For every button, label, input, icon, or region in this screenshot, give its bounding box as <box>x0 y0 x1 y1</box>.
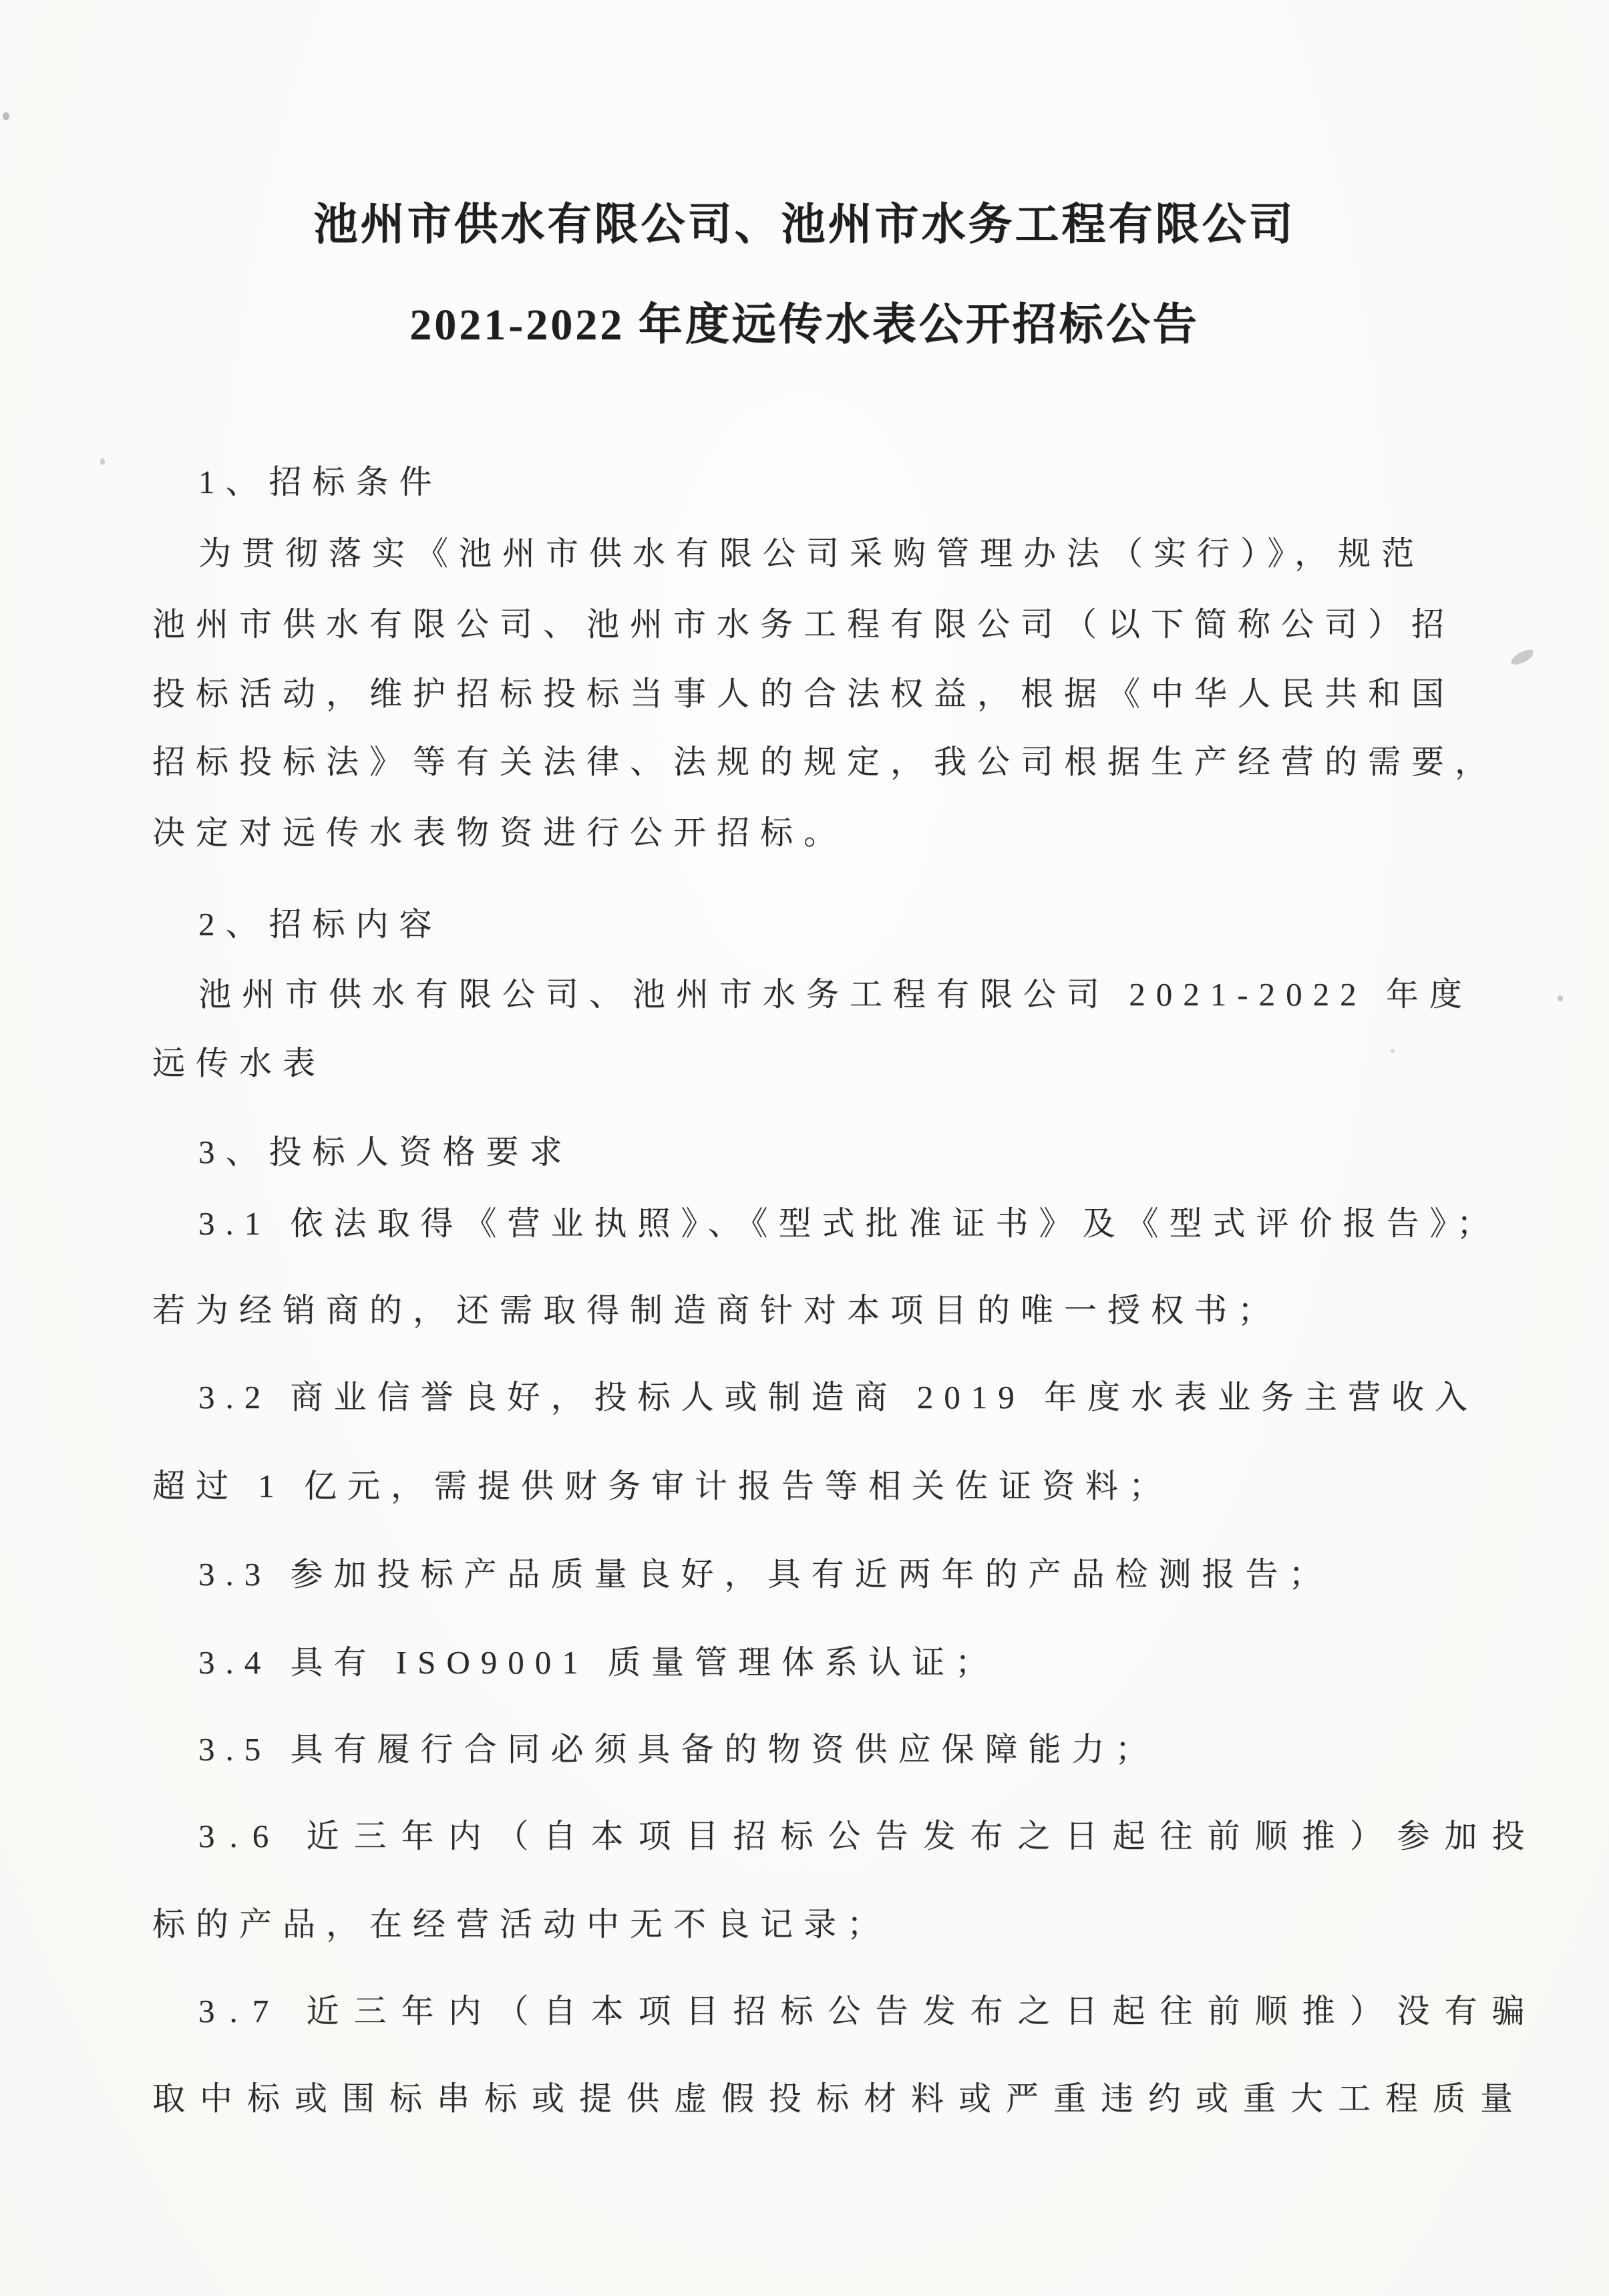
text-line: 超过 1 亿元，需提供财务审计报告等相关佐证资料； <box>152 1468 1173 1504</box>
scan-speck <box>1558 995 1563 1001</box>
clause-3-2: 3.2 商业信誉良好，投标人或制造商 2019 年度水表业务主营收入 <box>198 1379 1479 1416</box>
document-title-line2: 2021-2022 年度远传水表公开招标公告 <box>409 301 1200 349</box>
clause-3-4: 3.4 具有 ISO9001 质量管理体系认证； <box>198 1644 999 1681</box>
text-line: 标的产品，在经营活动中无不良记录； <box>152 1906 891 1943</box>
section-heading-1: 1、招标条件 <box>198 464 443 500</box>
scan-speck <box>3 112 9 120</box>
text-line: 取中标或围标串标或提供虚假投标材料或严重违约或重大工程质量 <box>152 2080 1528 2117</box>
scan-speck <box>100 458 105 465</box>
clause-3-7: 3.7 近三年内（自本项目招标公告发布之日起往前顺推）没有骗 <box>198 1993 1540 2029</box>
text-line: 池州市供水有限公司、池州市水务工程有限公司 2021-2022 年度 <box>198 976 1473 1013</box>
text-line: 池州市供水有限公司、池州市水务工程有限公司（以下简称公司）招 <box>152 606 1455 643</box>
clause-3-1: 3.1 依法取得《营业执照》、《型式批准证书》及《型式评价报告》； <box>198 1205 1501 1242</box>
section-heading-2: 2、招标内容 <box>198 906 443 943</box>
document-title-line1: 池州市供水有限公司、池州市水务工程有限公司 <box>313 200 1296 249</box>
text-line: 远传水表 <box>152 1045 327 1082</box>
section-heading-3: 3、投标人资格要求 <box>198 1134 573 1170</box>
scan-speck <box>1391 1049 1395 1053</box>
text-line: 若为经销商的，还需取得制造商针对本项目的唯一授权书； <box>152 1292 1282 1329</box>
text-line: 决定对远传水表物资进行公开招标。 <box>152 814 848 851</box>
clause-3-3: 3.3 参加投标产品质量良好，具有近两年的产品检测报告； <box>198 1556 1332 1593</box>
clause-3-5: 3.5 具有履行合同必须具备的物资供应保障能力； <box>198 1731 1159 1768</box>
clause-3-6: 3.6 近三年内（自本项目招标公告发布之日起往前顺推）参加投 <box>198 1818 1540 1854</box>
text-line: 招标投标法》等有关法律、法规的规定，我公司根据生产经营的需要， <box>152 744 1499 780</box>
text-line: 投标活动，维护招标投标当事人的合法权益，根据《中华人民共和国 <box>152 675 1455 712</box>
scan-smudge <box>1510 648 1534 667</box>
text-line: 为贯彻落实《池州市供水有限公司采购管理办法（实行）》，规范 <box>198 535 1425 572</box>
